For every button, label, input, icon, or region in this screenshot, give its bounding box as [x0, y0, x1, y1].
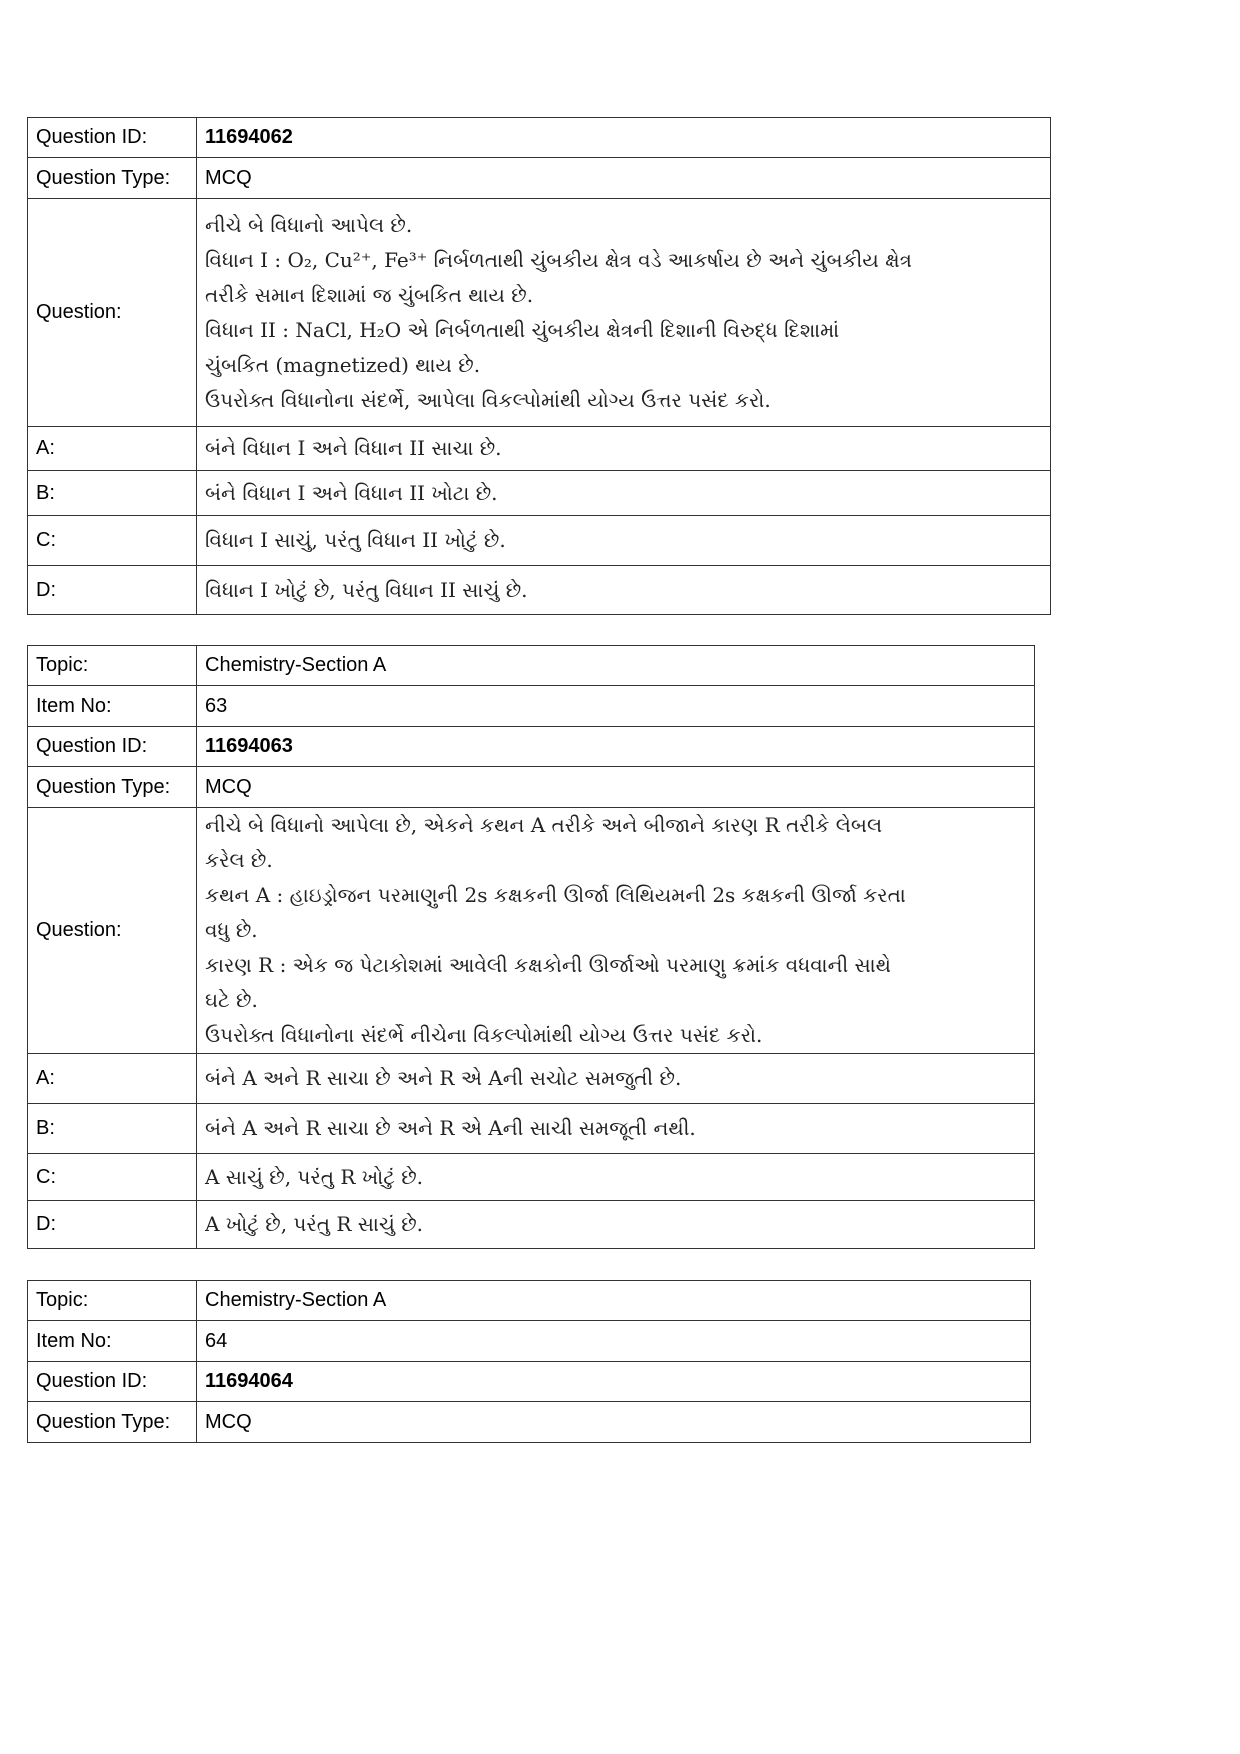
question-id-label: Question ID:	[28, 1362, 197, 1402]
question-type-value: MCQ	[197, 767, 1035, 808]
item-no-value: 63	[197, 686, 1035, 727]
item-no-value: 64	[197, 1321, 1031, 1362]
topic-value: Chemistry-Section A	[197, 1281, 1031, 1321]
question-id-value: 11694062	[197, 118, 1051, 158]
option-a-label: A:	[28, 427, 197, 471]
question-type-value: MCQ	[197, 1402, 1031, 1443]
question-line: તરીકે સમાન દિશામાં જ ચુંબકિત થાય છે.	[205, 282, 534, 307]
question-type-value: MCQ	[197, 158, 1051, 199]
question-label: Question:	[28, 199, 197, 427]
option-a-text: બંને A અને R સાચા છે અને R એ Aની સચોટ સમજુતી છે.	[197, 1054, 1035, 1104]
question-table-62	[27, 117, 1051, 615]
question-type-label: Question Type:	[28, 158, 197, 199]
option-d-label: D:	[28, 566, 197, 615]
question-line: કથન A : હાઇડ્રોજન પરમાણુની 2s કક્ષકની ઊર્જા લિથિયમની 2s કક્ષકની ઊર્જા કરતા	[205, 883, 906, 907]
question-line: વિધાન I : O₂, Cu²⁺, Fe³⁺ નિર્બળતાથી ચુંબકીય ક્ષેત્ર વડે આકર્ષાય છે અને ચુંબકીય ક્ષેત્ર	[205, 247, 912, 272]
question-table-64	[27, 1280, 1031, 1443]
option-d-label: D:	[28, 1201, 197, 1249]
question-id-label: Question ID:	[28, 118, 197, 158]
question-label: Question:	[28, 808, 197, 1054]
option-b-text: બંને વિધાન I અને વિધાન II ખોટા છે.	[197, 471, 1051, 516]
question-text	[197, 199, 1051, 427]
question-line: કારણ R : એક જ પેટાકોશમાં આવેલી કક્ષકોની ઊર્જાઓ પરમાણુ ક્રમાંક વધવાની સાથે	[205, 953, 891, 977]
option-a-text: બંને વિધાન I અને વિધાન II સાચા છે.	[197, 427, 1051, 471]
question-line: ઉપરોક્ત વિધાનોના સંદર્ભે, આપેલા વિકલ્પોમાંથી યોગ્ય ઉત્તર પસંદ કરો.	[205, 387, 771, 412]
option-c-label: C:	[28, 1154, 197, 1201]
option-c-text: વિધાન I સાચું, પરંતુ વિધાન II ખોટું છે.	[197, 516, 1051, 566]
question-line: વધુ છે.	[205, 918, 258, 942]
option-d-text: A ખોટું છે, પરંતુ R સાચું છે.	[197, 1201, 1035, 1249]
question-id-value: 11694063	[197, 727, 1035, 767]
question-line: નીચે બે વિધાનો આપેલ છે.	[205, 212, 413, 237]
question-line: ઘટે છે.	[205, 988, 258, 1012]
question-id-label: Question ID:	[28, 727, 197, 767]
option-d-text: વિધાન I ખોટું છે, પરંતુ વિધાન II સાચું છે.	[197, 566, 1051, 615]
question-text	[197, 808, 1035, 1054]
question-table-63	[27, 645, 1035, 1249]
option-b-label: B:	[28, 471, 197, 516]
topic-label: Topic:	[28, 646, 197, 686]
option-a-label: A:	[28, 1054, 197, 1104]
option-c-text: A સાચું છે, પરંતુ R ખોટું છે.	[197, 1154, 1035, 1201]
question-line: ઉપરોક્ત વિધાનોના સંદર્ભે નીચેના વિકલ્પોમાંથી યોગ્ય ઉત્તર પસંદ કરો.	[205, 1023, 763, 1047]
item-no-label: Item No:	[28, 1321, 197, 1362]
question-line: નીચે બે વિધાનો આપેલા છે, એકને કથન A તરીકે અને બીજાને કારણ R તરીકે લેબલ	[205, 813, 883, 837]
question-id-value: 11694064	[197, 1362, 1031, 1402]
question-type-label: Question Type:	[28, 767, 197, 808]
question-line: ચુંબકિત (magnetized) થાય છે.	[205, 352, 481, 377]
option-b-label: B:	[28, 1104, 197, 1154]
question-line: વિધાન II : NaCl, H₂O એ નિર્બળતાથી ચુંબકીય ક્ષેત્રની દિશાની વિરુદ્ધ દિશામાં	[205, 317, 840, 342]
question-type-label: Question Type:	[28, 1402, 197, 1443]
item-no-label: Item No:	[28, 686, 197, 727]
option-c-label: C:	[28, 516, 197, 566]
topic-label: Topic:	[28, 1281, 197, 1321]
topic-value: Chemistry-Section A	[197, 646, 1035, 686]
option-b-text: બંને A અને R સાચા છે અને R એ Aની સાચી સમજૂતી નથી.	[197, 1104, 1035, 1154]
question-line: કરેલ છે.	[205, 848, 273, 872]
